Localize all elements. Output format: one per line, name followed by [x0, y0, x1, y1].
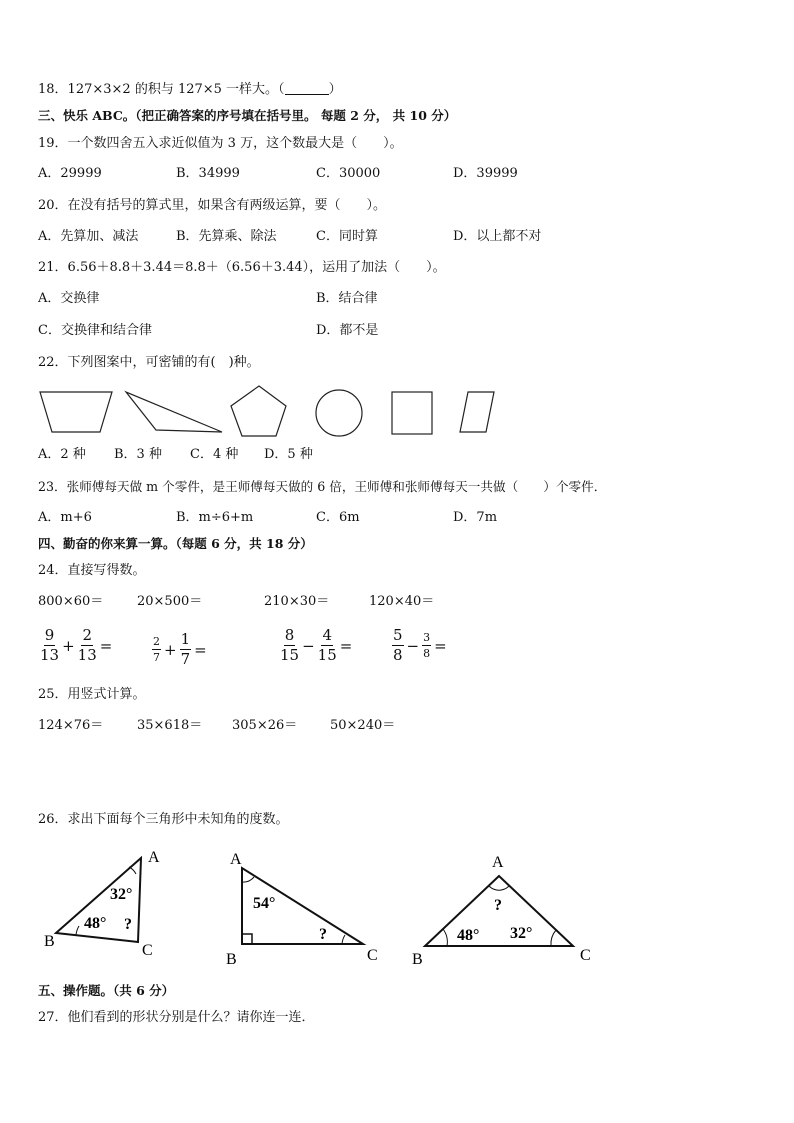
- svg-text:C: C: [142, 942, 153, 959]
- q24-item: 210×30＝: [264, 594, 330, 609]
- fraction-expression: 8 15 − $\frac{4}{15}$ =: [280, 626, 353, 664]
- circle-icon: [316, 390, 362, 436]
- svg-text:C: C: [367, 947, 378, 964]
- q19-option-c[interactable]: C．30000: [316, 166, 381, 181]
- svg-text:B: B: [44, 933, 55, 950]
- q22-option-c[interactable]: C．4 种: [190, 447, 239, 462]
- question-25-stem: 25．用竖式计算。: [38, 687, 146, 702]
- q19-option-a[interactable]: A．29999: [38, 166, 102, 181]
- q25-item: 124×76＝: [38, 718, 104, 733]
- q19-option-d[interactable]: D．39999: [453, 166, 518, 181]
- section-3-title: 三、快乐 ABC。（把正确答案的序号填在括号里。 每题 2 分， 共 10 分）: [38, 108, 457, 123]
- q20-option-b[interactable]: B．先算乘、除法: [176, 229, 277, 244]
- q19-option-b[interactable]: B．34999: [176, 166, 240, 181]
- svg-text:48°: 48°: [457, 927, 480, 944]
- q22-shapes: [30, 380, 510, 444]
- svg-text:B: B: [226, 951, 237, 968]
- triangle-figures: [30, 840, 610, 970]
- question-22-stem: 22．下列图案中，可密铺的有( )种。: [38, 355, 260, 370]
- section-5-title: 五、操作题。（共 6 分）: [38, 983, 175, 998]
- q25-item: 305×26＝: [232, 718, 298, 733]
- svg-text:32°: 32°: [110, 886, 133, 903]
- svg-text:?: ?: [494, 897, 502, 914]
- q22-option-b[interactable]: B．3 种: [114, 447, 162, 462]
- triangle-icon: [126, 392, 222, 432]
- q25-item: 35×618＝: [137, 718, 203, 733]
- question-21-stem: 21．6.56＋8.8＋3.44＝8.8＋（6.56＋3.44），运用了加法（ ）。: [38, 260, 446, 275]
- q21-option-a[interactable]: A．交换律: [38, 291, 100, 306]
- q24-item: 120×40＝: [369, 594, 435, 609]
- svg-text:C: C: [580, 947, 591, 964]
- fraction-expression: 9 13 + $\frac{2}{13}$ =: [40, 626, 113, 664]
- q20-option-c[interactable]: C．同时算: [316, 229, 378, 244]
- question-26-stem: 26．求出下面每个三角形中未知角的度数。: [38, 812, 289, 827]
- svg-text:A: A: [148, 849, 160, 866]
- q21-option-d[interactable]: D．都不是: [316, 323, 379, 338]
- q20-option-d[interactable]: D．以上都不对: [453, 229, 542, 244]
- pentagon-icon: [231, 386, 286, 436]
- q23-option-c[interactable]: C．6m: [316, 510, 360, 525]
- svg-text:?: ?: [319, 926, 327, 943]
- answer-blank[interactable]: [285, 82, 329, 95]
- q23-option-d[interactable]: D．7m: [453, 510, 498, 525]
- svg-text:?: ?: [124, 916, 132, 933]
- fraction-expression: 2 7 + $\frac{1}{7}$ =: [153, 630, 207, 668]
- question-19-stem: 19．一个数四舍五入求近似值为 3 万，这个数最大是（ ）。: [38, 136, 403, 151]
- question-27-stem: 27．他们看到的形状分别是什么？请你连一连．: [38, 1010, 315, 1025]
- q20-option-a[interactable]: A．先算加、减法: [38, 229, 139, 244]
- q21-option-b[interactable]: B．结合律: [316, 291, 378, 306]
- q22-option-d[interactable]: D．5 种: [264, 447, 313, 462]
- parallelogram-icon: [460, 392, 494, 432]
- q24-item: 20×500＝: [137, 594, 203, 609]
- svg-text:32°: 32°: [510, 925, 533, 942]
- svg-text:48°: 48°: [84, 915, 107, 932]
- q23-option-a[interactable]: A．m+6: [38, 510, 92, 525]
- svg-text:A: A: [230, 851, 242, 868]
- fraction-expression: 5 8 − $\frac{3}{8}$ =: [393, 626, 447, 664]
- question-23-stem: 23．张师傅每天做 m 个零件，是王师傅每天做的 6 倍，王师傅和张师傅每天一共做（ ）个零件．: [38, 479, 607, 494]
- q24-item: 800×60＝: [38, 594, 104, 609]
- q23-option-b[interactable]: B．m÷6+m: [176, 510, 254, 525]
- svg-text:A: A: [492, 854, 504, 871]
- question-18: 18．127×3×2 的积与 127×5 一样大。（ ）: [38, 82, 342, 97]
- triangle-1: [44, 849, 160, 959]
- triangle-3: [412, 854, 591, 968]
- q25-item: 50×240＝: [330, 718, 396, 733]
- trapezoid-icon: [40, 392, 112, 432]
- section-4-title: 四、勤奋的你来算一算。（每题 6 分，共 18 分）: [38, 536, 313, 551]
- svg-text:B: B: [412, 951, 423, 968]
- question-24-stem: 24．直接写得数。: [38, 563, 146, 578]
- square-icon: [392, 392, 432, 434]
- q21-option-c[interactable]: C．交换律和结合律: [38, 323, 152, 338]
- svg-text:54°: 54°: [253, 895, 276, 912]
- triangle-2: [226, 851, 378, 968]
- question-20-stem: 20．在没有括号的算式里，如果含有两级运算，要（ ）。: [38, 198, 387, 213]
- q22-option-a[interactable]: A．2 种: [38, 447, 86, 462]
